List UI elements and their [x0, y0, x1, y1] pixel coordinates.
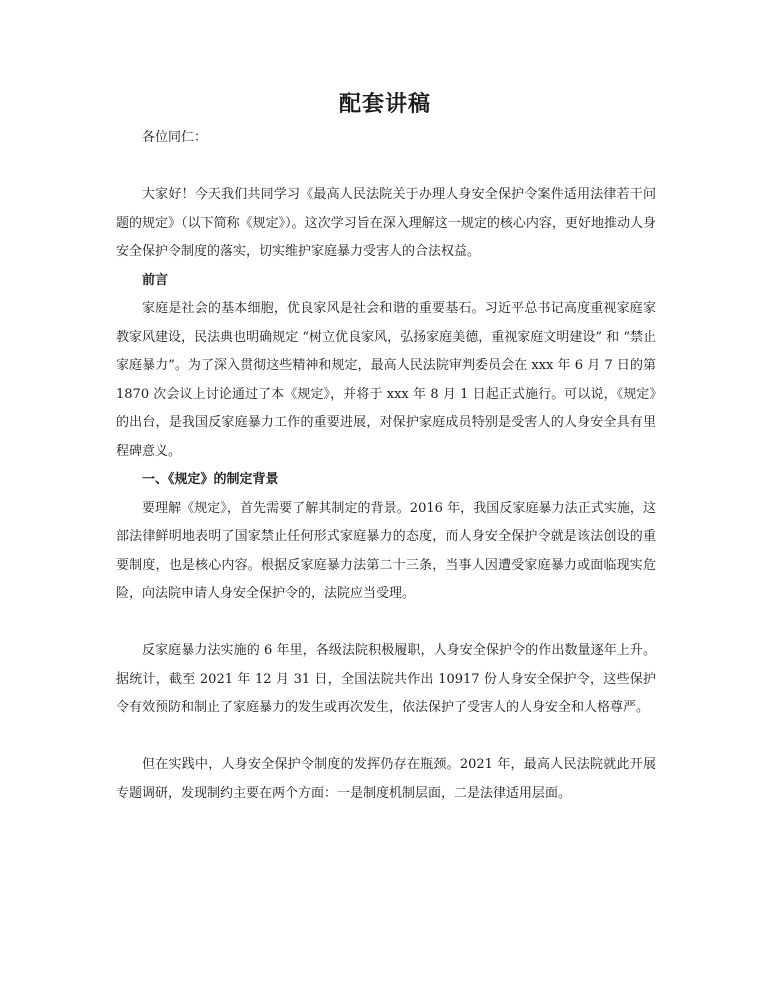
- section1-paragraph-2: 反家庭暴力法实施的 6 年里，各级法院积极履职，人身安全保护令的作出数量逐年上升。据统计，截至 2021 年 12 月 31 日，全国法院共作出 10917 份人身安全保护令，这些保护令有效预防和制止了家庭暴力的发生或再次发生，依法保护了受害人的人身安全和人格尊严。: [116, 643, 656, 715]
- preface-paragraph: 家庭是社会的基本细胞，优良家风是社会和谐的重要基石。习近平总书记高度重视家庭家教家风建设，民法典也明确规定 “树立优良家风，弘扬家庭美德，重视家庭文明建设” 和 “禁止家庭暴力”。为了深入贯彻这些精神和规定，最高人民法院审判委员会在 xxx 年 6 月 7 日的第 1870 次会议上讨论通过了本《规定》，并将于 xxx 年 8 月 1 日起正式施行。可以说，《规定》的出台，是我国反家庭暴力工作的重要进展，对保护家庭成员特别是受害人的人身安全具有里程碑意义。: [116, 301, 656, 459]
- intro-paragraph: 大家好！今天我们共同学习《最高人民法院关于办理人身安全保护令案件适用法律若干问题的规定》（以下简称《规定》）。这次学习旨在深入理解这一规定的核心内容，更好地推动人身安全保护令制度的落实，切实维护家庭暴力受害人的合法权益。: [116, 187, 656, 259]
- document-body: [116, 124, 656, 808]
- preface-heading: 前言: [142, 272, 169, 288]
- section1-paragraph-3: 但在实践中，人身安全保护令制度的发挥仍存在瓶颈。2021 年，最高人民法院就此开展专题调研，发现制约主要在两个方面：一是制度机制层面，二是法律适用层面。: [116, 757, 656, 801]
- document-title: 配套讲稿: [338, 91, 431, 117]
- section1-heading: 一、《规定》的制定背景: [142, 472, 279, 487]
- greeting: 各位同仁：: [142, 130, 208, 145]
- section1-paragraph-1: 要理解《规定》，首先需要了解其制定的背景。2016 年，我国反家庭暴力法正式实施，这部法律鲜明地表明了国家禁止任何形式家庭暴力的态度，而人身安全保护令就是该法创设的重要制度，也是核心内容。根据反家庭暴力法第二十三条，当事人因遭受家庭暴力或面临现实危险，向法院申请人身安全保护令的，法院应当受理。: [116, 500, 656, 601]
